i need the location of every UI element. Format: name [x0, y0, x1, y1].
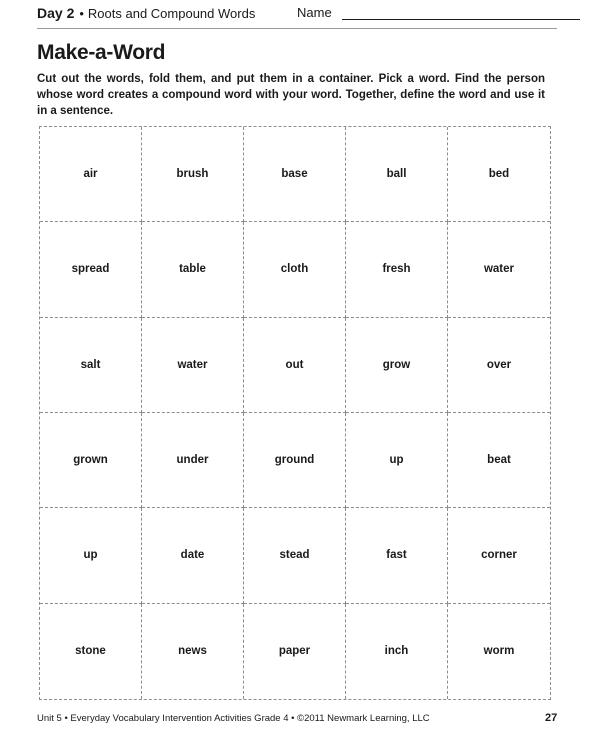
name-label: Name	[297, 5, 332, 20]
day-label: Day 2	[37, 5, 75, 21]
word-card: date	[142, 508, 244, 603]
page-number: 27	[545, 712, 558, 724]
word-card: water	[142, 318, 244, 413]
word-card: under	[142, 413, 244, 508]
word-card: out	[244, 318, 346, 413]
name-field[interactable]	[297, 4, 587, 22]
word-card: over	[448, 318, 550, 413]
word-card: beat	[448, 413, 550, 508]
word-card: stone	[40, 604, 142, 699]
word-card: salt	[40, 318, 142, 413]
word-card: stead	[244, 508, 346, 603]
word-card: up	[40, 508, 142, 603]
word-card: table	[142, 222, 244, 317]
lesson-topic: Roots and Compound Words	[87, 6, 256, 21]
word-card: fresh	[346, 222, 448, 317]
word-card: bed	[448, 127, 550, 222]
word-card: fast	[346, 508, 448, 603]
name-write-line[interactable]	[342, 19, 580, 20]
word-card: base	[244, 127, 346, 222]
word-card: inch	[346, 604, 448, 699]
word-card: ball	[346, 127, 448, 222]
footer-credit: Unit 5 • Everyday Vocabulary Intervention Activities Grade 4 • ©2011 Newmark Learning, LLC	[37, 713, 430, 724]
page-header	[37, 4, 557, 22]
word-card: grow	[346, 318, 448, 413]
word-card: spread	[40, 222, 142, 317]
header-divider	[37, 28, 557, 29]
instructions: Cut out the words, fold them, and put them in a container. Pick a word. Find the person whose word creates a compound word with your word. Together, define the word and use it in a sentence.	[37, 73, 545, 117]
word-card: water	[448, 222, 550, 317]
header-bullet: •	[79, 6, 84, 21]
word-card: paper	[244, 604, 346, 699]
word-card: corner	[448, 508, 550, 603]
word-card: air	[40, 127, 142, 222]
word-card: cloth	[244, 222, 346, 317]
word-card: grown	[40, 413, 142, 508]
page-title: Make-a-Word	[37, 41, 166, 64]
word-card: up	[346, 413, 448, 508]
word-card: news	[142, 604, 244, 699]
word-card: worm	[483, 645, 515, 658]
word-card: brush	[142, 127, 244, 222]
word-card-grid	[39, 126, 551, 700]
word-card: ground	[244, 413, 346, 508]
